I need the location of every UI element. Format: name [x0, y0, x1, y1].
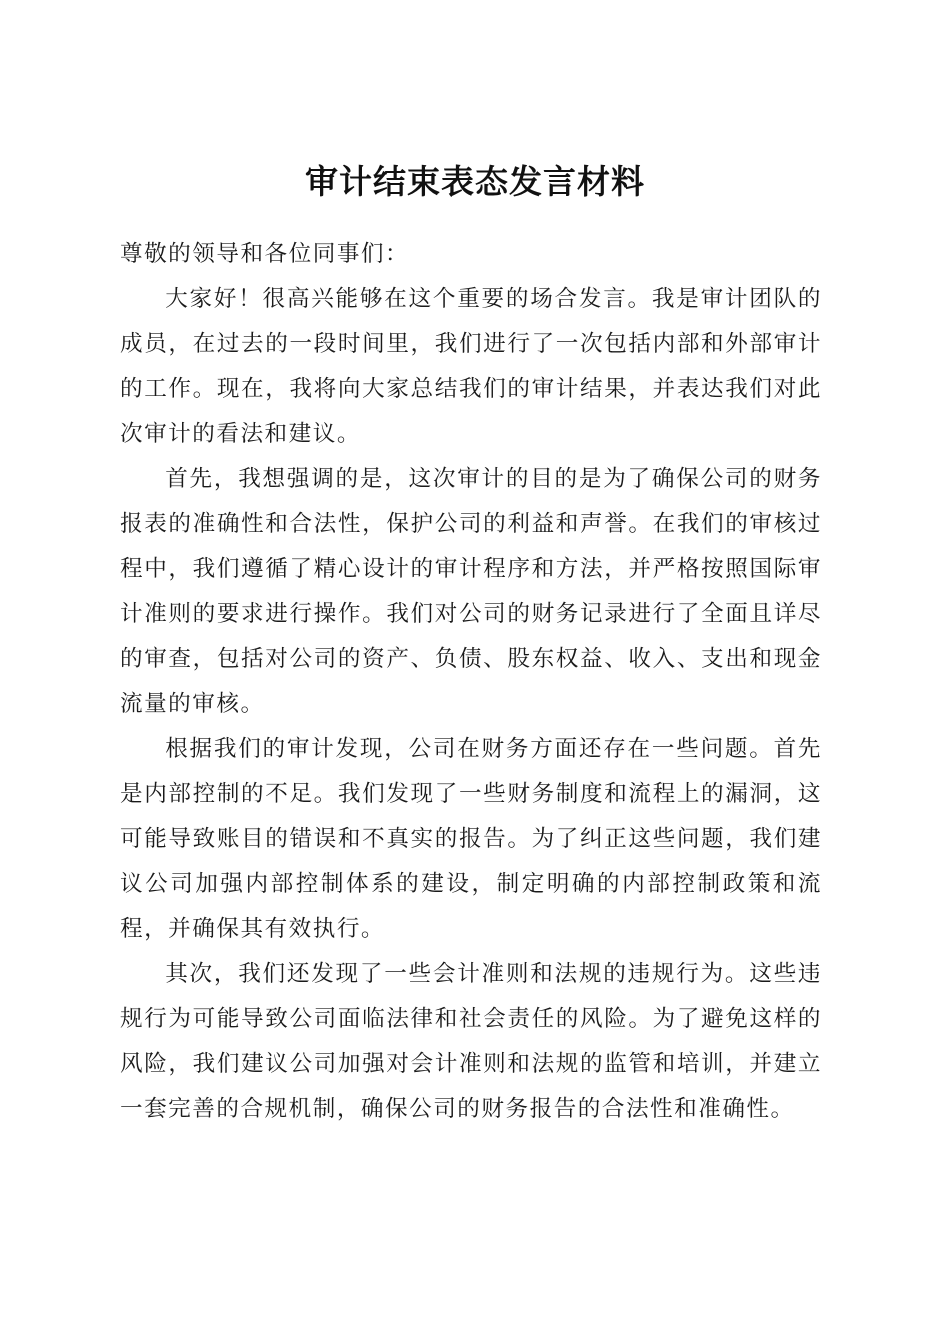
paragraph: 其次，我们还发现了一些会计准则和法规的违规行为。这些违规行为可能导致公司面临法律和社会责任的风险。为了避免这样的风险，我们建议公司加强对会计准则和法规的监管和培训，并建立一套完善的合规机制，确保公司的财务报告的合法性和准确性。: [120, 961, 822, 1122]
paragraph: 大家好！很高兴能够在这个重要的场合发言。我是审计团队的成员，在过去的一段时间里，我们进行了一次包括内部和外部审计的工作。现在，我将向大家总结我们的审计结果，并表达我们对此次审计的看法和建议。: [120, 286, 822, 447]
salutation: 尊敬的领导和各位同事们：: [120, 241, 410, 267]
page-title: 审计结束表态发言材料: [305, 162, 645, 202]
paragraph: 根据我们的审计发现，公司在财务方面还存在一些问题。首先是内部控制的不足。我们发现了一些财务制度和流程上的漏洞，这可能导致账目的错误和不真实的报告。为了纠正这些问题，我们建议公司加强内部控制体系的建设，制定明确的内部控制政策和流程，并确保其有效执行。: [120, 736, 822, 942]
document-body: [120, 232, 822, 1132]
paragraph: 首先，我想强调的是，这次审计的目的是为了确保公司的财务报表的准确性和合法性，保护公司的利益和声誉。在我们的审核过程中，我们遵循了精心设计的审计程序和方法，并严格按照国际审计准则的要求进行操作。我们对公司的财务记录进行了全面且详尽的审查，包括对公司的资产、负债、股东权益、收入、支出和现金流量的审核。: [120, 466, 822, 717]
